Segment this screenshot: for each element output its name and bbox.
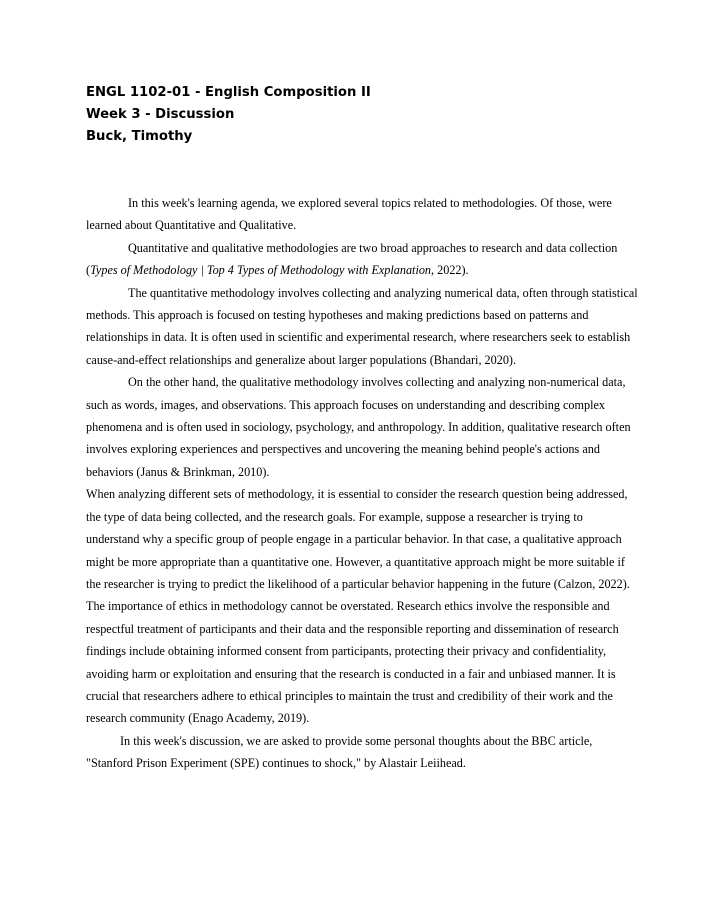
document-header — [86, 83, 371, 149]
assignment-title: Week 3 - Discussion — [86, 107, 235, 122]
citation-title: Types of Methodology | Top 4 Types of Methodology with Explanation — [90, 263, 432, 278]
paragraph-quantitative: The quantitative methodology involves collecting and analyzing numerical data, often through statistical methods. This approach is focused on testing hypotheses and making predictions based on patterns and relationships in data. It is often used in scientific and experimental research, where researchers seek to establish cause-and-effect relationships and generalize about larger populations (Bhandari, 2020). — [86, 285, 638, 367]
paragraph-ethics: The importance of ethics in methodology cannot be overstated. Research ethics involve the responsible and respectful treatment of participants and their data and the responsible reporting and dissemination of research findings include obtaining informed consent from participants, protecting their privacy and confidentiality, avoiding harm or exploitation and ensuring that the research is conducted in a fair and unbiased manner. It is crucial that researchers adhere to ethical principles to maintain the trust and credibility of their work and the research community (Enago Academy, 2019). — [86, 599, 619, 726]
paragraph-discussion: In this week's discussion, we are asked to provide some personal thoughts about the BBC article, "Stanford Prison Experiment (SPE) continues to shock," by Alastair Leiihead. — [86, 733, 593, 771]
citation-year: , 2022). — [431, 263, 469, 278]
author-name: Buck, Timothy — [86, 129, 193, 144]
paragraph-intro: In this week's learning agenda, we explored several topics related to methodologies. Of those, were learned about Quantitative and Qualitative. — [86, 196, 612, 233]
document-body — [86, 192, 638, 775]
paragraph-qualitative: On the other hand, the qualitative methodology involves collecting and analyzing non-numerical data, such as words, images, and observations. This approach focuses on understanding and describing complex phenomena and is often used in sociology, psychology, and anthropology. In addition, qualitative research often involves exploring experiences and perspectives and uncovering the meaning behind people's actions and behaviors (Janus & Brinkman, 2010). — [86, 375, 631, 479]
paragraph-methodologies — [86, 237, 638, 282]
paragraph-analysis: When analyzing different sets of methodology, it is essential to consider the research question being addressed, the type of data being collected, and the research goals. For example, suppose a researcher is trying to understand why a specific group of people engage in a particular behavior. In that case, a qualitative approach might be more appropriate than a quantitative one. However, a quantitative approach might be more suitable if the researcher is trying to predict the likelihood of a particular behavior happening in the future (Calzon, 2022). — [86, 487, 630, 591]
paragraph-methodologies-text: Quantitative and qualitative methodologies are two broad approaches to research and data collection ( — [86, 240, 618, 278]
course-title: ENGL 1102-01 - English Composition II — [86, 85, 371, 100]
